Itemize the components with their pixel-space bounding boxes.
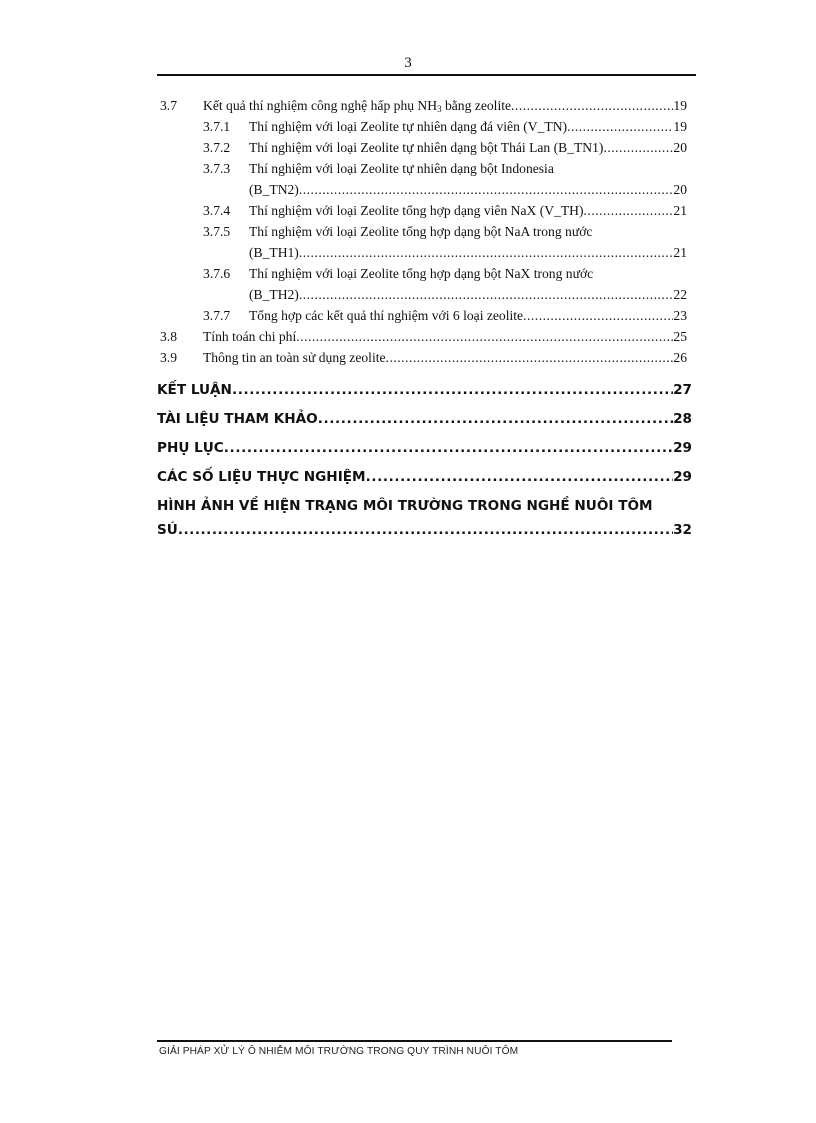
toc-title: Thí nghiệm với loại Zeolite tự nhiên dạng đá viên (V_TN)	[249, 119, 568, 134]
section-hinh-anh[interactable]	[157, 494, 692, 541]
toc-title: Thí nghiệm với loại Zeolite tổng hợp dạng bột NaA trong nước	[249, 224, 593, 239]
toc-number: 3.7.4	[203, 203, 231, 218]
header-rule	[157, 74, 696, 76]
dot-leader	[299, 284, 674, 305]
page-number: 3	[404, 55, 412, 71]
section-ket-luan[interactable]	[157, 376, 692, 405]
dot-leader	[178, 519, 673, 541]
toc-entry-3-7-7[interactable]	[157, 305, 687, 326]
toc-entry-3-7-5[interactable]	[157, 221, 687, 242]
toc-entry-3-7-6-cont[interactable]	[157, 284, 687, 305]
dot-leader	[366, 463, 674, 492]
toc-number: 3.7.6	[203, 266, 231, 281]
toc-page: 19	[673, 119, 687, 134]
dot-leader	[386, 347, 674, 368]
toc-page: 25	[673, 329, 687, 344]
section-title: TÀI LIỆU THAM KHẢO	[157, 411, 318, 427]
toc-title: Thí nghiệm với loại Zeolite tự nhiên dạng bột Thái Lan (B_TN1)	[249, 140, 604, 155]
toc-entry-3-7-1[interactable]	[157, 116, 687, 137]
toc-page: 26	[673, 350, 687, 365]
section-phu-luc[interactable]	[157, 434, 692, 463]
dot-leader	[299, 242, 674, 263]
dot-leader	[232, 376, 673, 405]
toc-page: 21	[673, 203, 687, 218]
section-page: 32	[673, 522, 692, 538]
dot-leader	[603, 137, 673, 158]
toc-title: Thí nghiệm với loại Zeolite tự nhiên dạng bột Indonesia	[249, 161, 554, 176]
toc-title: Thí nghiệm với loại Zeolite tổng hợp dạng bột NaX trong nước	[249, 266, 594, 281]
main-sections	[157, 376, 692, 541]
section-cac-so-lieu[interactable]	[157, 463, 692, 492]
toc-entry-3-7[interactable]	[157, 95, 687, 116]
section-tai-lieu-tham-khao[interactable]	[157, 405, 692, 434]
toc-entry-3-7-3[interactable]	[157, 158, 687, 179]
toc-title-cont: (B_TH2)	[249, 287, 299, 302]
toc-page: 20	[673, 140, 687, 155]
toc-title: Tổng hợp các kết quả thí nghiệm với 6 loại zeolite	[249, 308, 524, 323]
dot-leader	[318, 405, 673, 434]
toc-number: 3.8	[160, 329, 177, 344]
toc-page: 22	[673, 287, 687, 302]
dot-leader	[224, 434, 673, 463]
toc-title-cont: (B_TH1)	[249, 245, 299, 260]
toc-title: Kết quả thí nghiệm công nghệ hấp phụ $NH_3$ bằng zeolite	[203, 98, 512, 114]
toc-title: Tính toán chi phí	[203, 329, 297, 344]
section-title: KẾT LUẬN	[157, 382, 232, 398]
section-title: HÌNH ẢNH VỀ HIỆN TRẠNG MÔI TRƯỜNG TRONG NGHỀ NUÔI TÔM	[157, 498, 653, 514]
toc-number: 3.7.1	[203, 119, 231, 134]
section-title-cont: SÚ	[157, 522, 178, 538]
toc-entry-3-7-5-cont[interactable]	[157, 242, 687, 263]
toc-title: Thông tin an toàn sử dụng zeolite	[203, 350, 386, 365]
toc-page: 21	[673, 245, 687, 260]
section-page: 29	[673, 469, 692, 485]
table-of-contents	[157, 95, 687, 368]
toc-entry-3-9[interactable]	[157, 347, 687, 368]
toc-number: 3.7.2	[203, 140, 231, 155]
toc-page: 23	[673, 308, 687, 323]
toc-page: 19	[673, 98, 687, 113]
section-page: 29	[673, 440, 692, 456]
dot-leader	[299, 179, 674, 200]
footer-title: GIẢI PHÁP XỬ LÝ Ô NHIỄM MÔI TRƯỜNG TRONG QUY TRÌNH NUÔI TÔM	[159, 1046, 519, 1057]
dot-leader	[567, 116, 673, 137]
dot-leader	[584, 200, 674, 221]
footer-rule	[157, 1040, 672, 1042]
section-title: CÁC SỐ LIỆU THỰC NGHIỆM	[157, 469, 366, 485]
toc-entry-3-7-4[interactable]	[157, 200, 687, 221]
toc-number: 3.9	[160, 350, 177, 365]
section-page: 27	[673, 382, 692, 398]
toc-number: 3.7.5	[203, 224, 231, 239]
section-page: 28	[673, 411, 692, 427]
toc-entry-3-8[interactable]	[157, 326, 687, 347]
dot-leader	[296, 326, 673, 347]
toc-entry-3-7-2[interactable]	[157, 137, 687, 158]
section-title: PHỤ LỤC	[157, 440, 224, 456]
toc-number: 3.7	[160, 98, 177, 113]
toc-number: 3.7.3	[203, 161, 231, 176]
toc-title: Thí nghiệm với loại Zeolite tổng hợp dạng viên NaX (V_TH)	[249, 203, 584, 218]
toc-number: 3.7.7	[203, 308, 231, 323]
toc-entry-3-7-3-cont[interactable]	[157, 179, 687, 200]
toc-entry-3-7-6[interactable]	[157, 263, 687, 284]
dot-leader	[523, 305, 673, 326]
toc-page: 20	[673, 182, 687, 197]
toc-title-cont: (B_TN2)	[249, 182, 299, 197]
dot-leader	[511, 95, 673, 116]
